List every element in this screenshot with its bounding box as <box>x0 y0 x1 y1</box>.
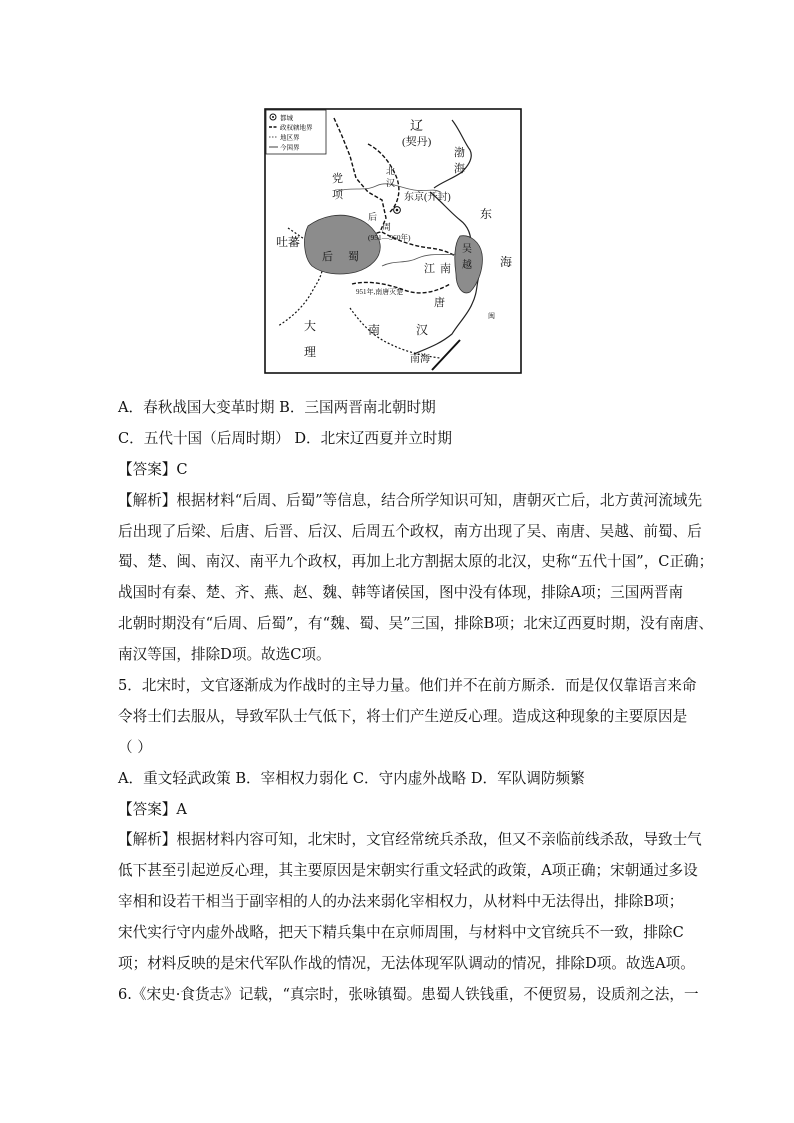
label-bohai: 渤 <box>454 147 465 159</box>
legend-modern-border: 今国界 <box>280 143 300 152</box>
q4-analysis-line-6: 南汉等国，排除D项。故选C项。 <box>118 646 331 664</box>
label-dangxiang1: 党 <box>332 173 343 185</box>
label-tubo: 吐蕃 <box>276 235 301 249</box>
label-dong: 东 <box>480 207 493 221</box>
label-hai1: 海 <box>454 163 465 175</box>
label-liao: 辽 <box>410 118 424 133</box>
legend-regime-border: 政权辖地界 <box>280 123 313 132</box>
q4-analysis-line-3: 蜀、楚、闽、南汉、南平九个政权，再加上北方割据太原的北汉，史称“五代十国”，C正确； <box>118 553 714 571</box>
label-jiang: 江 <box>424 263 435 275</box>
label-li: 理 <box>304 345 317 359</box>
label-hai2: 海 <box>500 255 513 269</box>
q6-stem-line-1: 6.《宋史·食货志》记载，“真宗时，张咏镇蜀。患蜀人铁钱重，不便贸易，设质剂之法，一 <box>118 985 699 1003</box>
label-note951: 951年,南唐灭楚 <box>356 288 404 296</box>
label-nan2: 南 <box>368 323 381 337</box>
q4-options-cd: C．五代十国（后周时期） D．北宋辽西夏并立时期 <box>118 429 452 447</box>
q5-analysis-line-1: 【解析】根据材料内容可知，北宋时，文官经常统兵杀敌，但又不亲临前线杀敌，导致士气 <box>118 831 702 849</box>
label-qidan: (契丹) <box>402 136 432 148</box>
label-han: 汉 <box>416 323 429 337</box>
map-svg <box>264 108 522 374</box>
q4-options-ab: A．春秋战国大变革时期 B．三国两晋南北朝时期 <box>118 399 436 416</box>
q5-analysis-line-5: 项；材料反映的是宋代军队作战的情况，无法体现军队调动的情况，排除D项。故选A项。 <box>118 955 695 973</box>
q4-analysis-line-5: 北朝时期没有“后周、后蜀”，有“魏、蜀、吴”三国，排除B项；北宋辽西夏时期，没有南唐、 <box>118 615 714 633</box>
label-dongjing: 东京(开封) <box>404 192 451 203</box>
label-beihan1: 北 <box>386 166 396 176</box>
label-houzhou1: 后 <box>368 212 378 222</box>
q5-analysis-line-4: 宋代实行守内虚外战略，把天下精兵集中在京师周围，与材料中文官统兵不一致，排除C <box>118 924 684 942</box>
label-nanhai: 南海 <box>410 354 430 365</box>
historical-map <box>264 108 522 374</box>
q4-answer: 【答案】C <box>118 460 188 478</box>
q5-stem-line-2: 令将士们去服从，导致军队士气低下，将士们产生逆反心理。造成这种现象的主要原因是 <box>118 707 688 725</box>
label-houzhou2: 周 <box>382 222 392 232</box>
q5-blank: （ ） <box>118 738 152 756</box>
label-da: 大 <box>304 319 317 333</box>
q5-analysis-line-3: 宰相和设若干相当于副宰相的人的办法来弱化宰相权力，从材料中无法得出，排除B项； <box>118 893 684 911</box>
map-legend <box>266 110 326 154</box>
label-houshu2: 蜀 <box>348 251 359 263</box>
q4-analysis-line-4: 战国时有秦、楚、齐、燕、赵、魏、韩等诸侯国，图中没有体现，排除A项；三国两晋南 <box>118 584 684 602</box>
legend-region-border: 地区界 <box>280 133 300 142</box>
document-body <box>118 393 714 1011</box>
label-tang: 唐 <box>434 297 445 309</box>
q5-answer: 【答案】A <box>118 800 187 818</box>
q4-analysis-line-1: 【解析】根据材料“后周、后蜀”等信息，结合所学知识可知，唐朝灭亡后，北方黄河流域先 <box>118 491 703 509</box>
q5-stem-line-1: 5．北宋时，文官逐渐成为作战时的主导力量。他们并不在前方厮杀．而是仅仅靠语言来命 <box>118 677 697 695</box>
label-dangxiang2: 项 <box>332 189 343 201</box>
q4-analysis-line-2: 后出现了后梁、后唐、后晋、后汉、后周五个政权，南方出现了吴、南唐、吴越、前蜀、后 <box>118 522 702 540</box>
label-nan: 南 <box>440 263 451 275</box>
label-houshu1: 后 <box>322 251 333 263</box>
q5-analysis-line-2: 低下甚至引起逆反心理，其主要原因是宋朝实行重文轻武的政策，A项正确；宋朝通过多设 <box>118 862 698 880</box>
q5-options: A．重文轻武政策 B．宰相权力弱化 C．守内虚外战略 D．军队调防频繁 <box>118 769 585 787</box>
label-years: (951—960年) <box>368 233 411 242</box>
label-yue: 越 <box>462 260 472 271</box>
label-beihan2: 汉 <box>386 178 396 188</box>
label-wu: 吴 <box>462 244 472 255</box>
label-min: 闽 <box>488 312 495 320</box>
legend-capital: 都城 <box>280 114 293 122</box>
